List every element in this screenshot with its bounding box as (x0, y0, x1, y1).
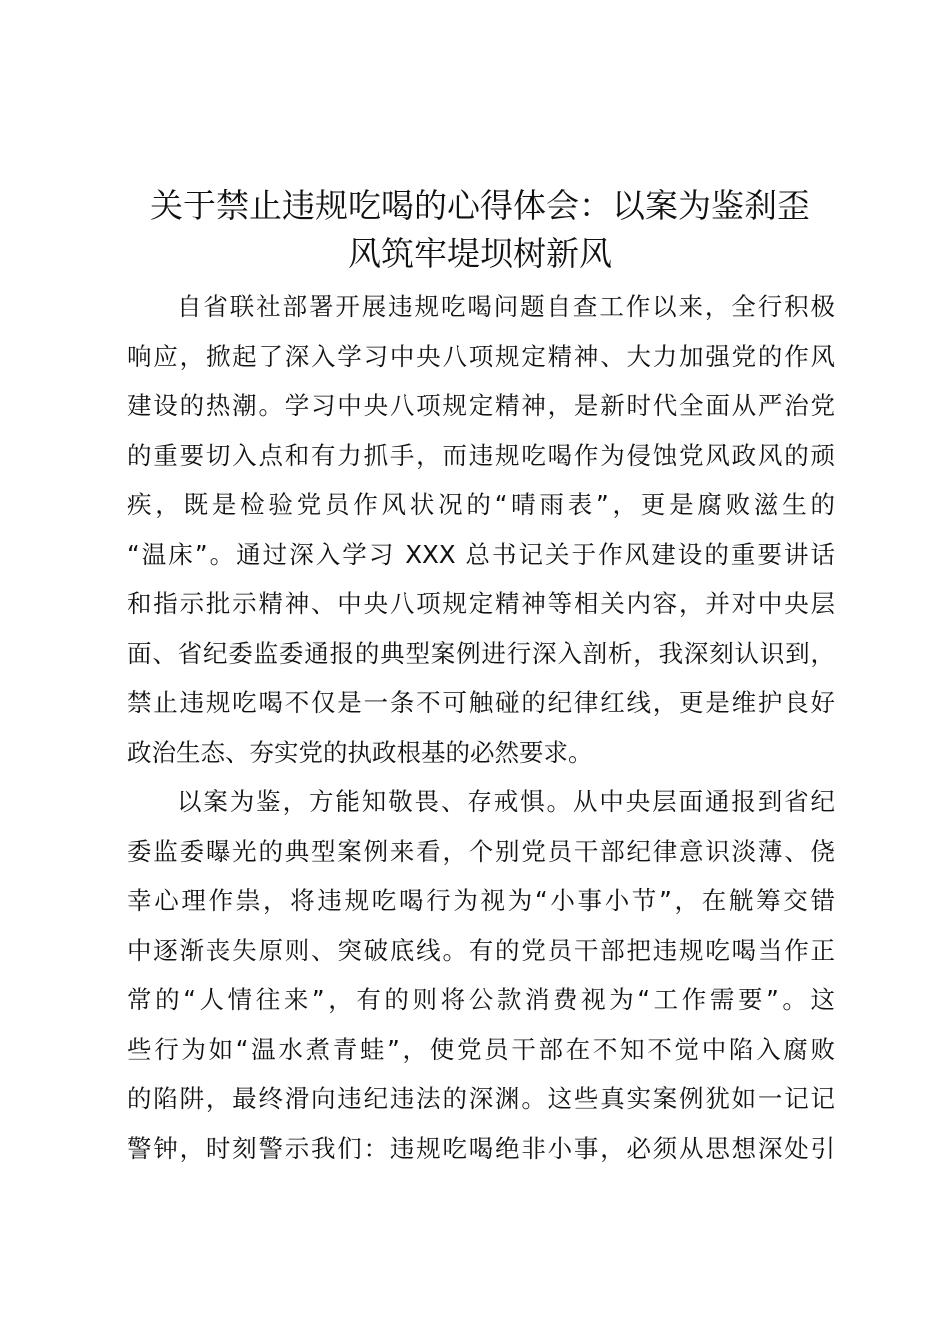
paragraph-line: 的重要切入点和有力抓手，而违规吃喝作为侵蚀党风政风的顽 (127, 440, 835, 470)
title-line-2: 风筑牢堤坝树新风 (348, 234, 612, 273)
paragraph-1 (127, 282, 835, 777)
paragraph-line: 响应，掀起了深入学习中央八项规定精神、大力加强党的作风 (127, 341, 835, 371)
paragraph-line: 政治生态、夯实党的执政根基的必然要求。 (127, 737, 593, 767)
paragraph-2 (127, 777, 835, 1173)
document-title (110, 182, 850, 278)
title-line-1: 关于禁止违规吃喝的心得体会：以案为鉴刹歪 (150, 186, 810, 225)
paragraph-line: 的陷阱，最终滑向违纪违法的深渊。这些真实案例犹如一记记 (127, 1084, 835, 1113)
paragraph-line: “温床”。通过深入学习 XXX 总书记关于作风建设的重要讲话 (127, 539, 835, 569)
paragraph-line: 委监委曝光的典型案例来看，个别党员干部纪律意识淡薄、侥 (127, 836, 835, 866)
paragraph-line: 自省联社部署开展违规吃喝问题自查工作以来，全行积极 (177, 292, 835, 321)
paragraph-line: 幸心理作祟，将违规吃喝行为视为“小事小节”，在觥筹交错 (127, 886, 835, 915)
paragraph-line: 和指示批示精神、中央八项规定精神等相关内容，并对中央层 (127, 589, 835, 618)
paragraph-line: 禁止违规吃喝不仅是一条不可触碰的纪律红线，更是维护良好 (127, 688, 835, 717)
document-body (127, 282, 835, 1173)
paragraph-line: 面、省纪委监委通报的典型案例进行深入剖析，我深刻认识到， (127, 638, 835, 668)
paragraph-line: 疾，既是检验党员作风状况的“晴雨表”，更是腐败滋生的 (127, 490, 835, 519)
paragraph-line: 建设的热潮。学习中央八项规定精神，是新时代全面从严治党 (127, 391, 835, 420)
paragraph-line: 中逐渐丧失原则、突破底线。有的党员干部把违规吃喝当作正 (127, 935, 835, 965)
paragraph-line: 以案为鉴，方能知敬畏、存戒惧。从中央层面通报到省纪 (177, 787, 835, 816)
paragraph-line: 警钟，时刻警示我们：违规吃喝绝非小事，必须从思想深处引 (127, 1133, 835, 1163)
paragraph-line: 些行为如“温水煮青蛙”，使党员干部在不知不觉中陷入腐败 (127, 1034, 835, 1064)
paragraph-line: 常的“人情往来”，有的则将公款消费视为“工作需要”。这 (127, 985, 835, 1014)
